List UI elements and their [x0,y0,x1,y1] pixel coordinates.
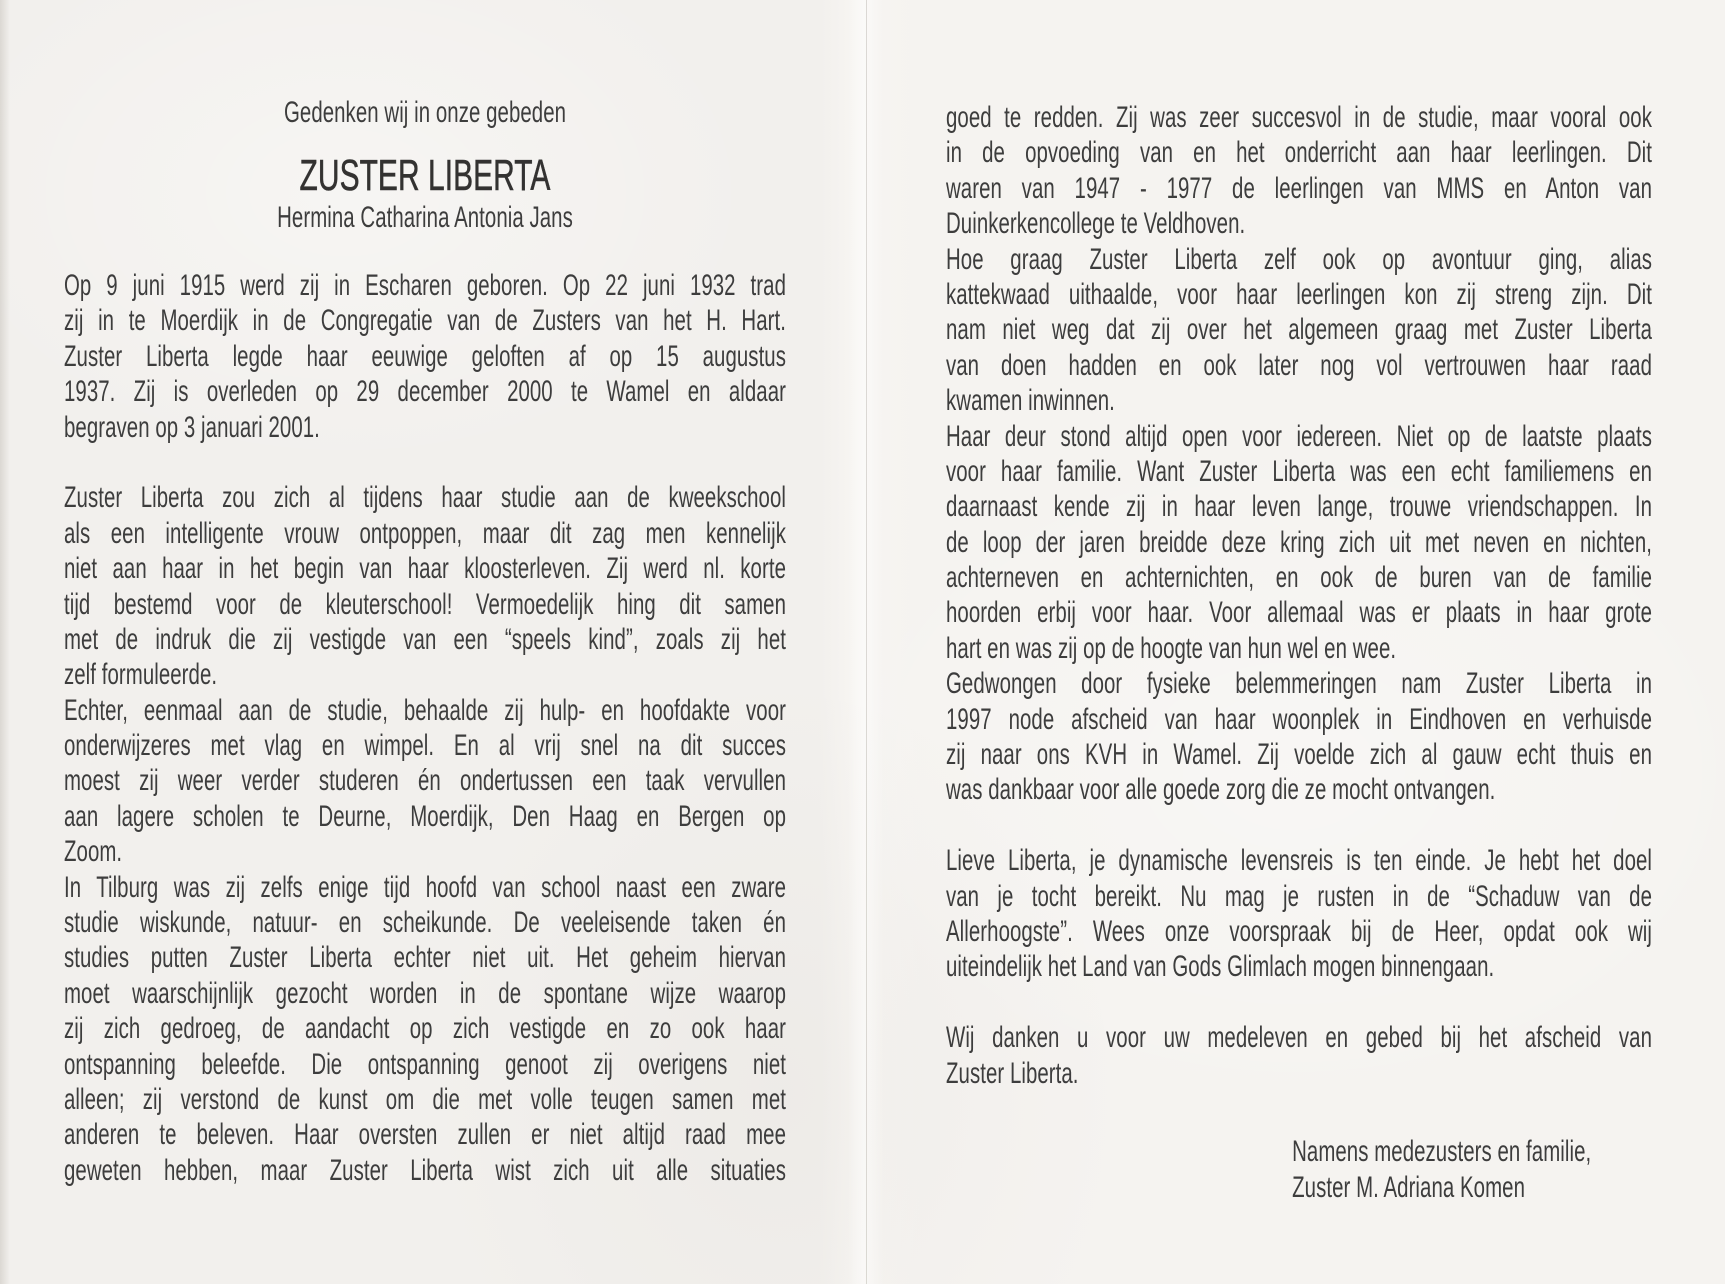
text-line: kwamen inwinnen. [946,384,1115,418]
text-line: de loop der jaren breidde deze kring zich uit met neven en nichten, [946,525,1652,559]
signature-block [946,1134,1652,1205]
text-line: alleen; zij verstond de kunst om die met volle teugen samen met [64,1082,786,1116]
text-line: hoorden erbij voor haar. Voor allemaal was er plaats in haar grote [946,596,1652,630]
right-page-text [946,100,1652,1126]
text-line: onderwijzeres met vlag en wimpel. En al vrij snel na dit succes [64,729,786,763]
text-line: van doen hadden en ook later nog vol vertrouwen haar raad [946,348,1652,382]
text-line: Haar deur stond altijd open voor iedereen. Niet op de laatste plaats [946,419,1652,453]
text-line: ontspanning beleefde. Die ontspanning genoot zij overigens niet [64,1047,786,1081]
text-line: Zoom. [64,835,123,869]
text-line: 1937. Zij is overleden op 29 december 2000 te Wamel en aldaar [64,375,786,409]
text-line: zij zich gedroeg, de aandacht op zich vestigde en zo ook haar [64,1012,786,1046]
text-line: 1997 node afscheid van haar woonplek in Eindhoven en verhuisde [946,702,1652,736]
text-line: studies putten Zuster Liberta echter niet uit. Het geheim hiervan [64,941,786,975]
text-line: goed te redden. Zij was zeer succesvol in de studie, maar vooral ook [946,101,1652,134]
text-line: Zuster Liberta zou zich al tijdens haar studie aan de kweekschool [64,481,786,515]
text-line: begraven op 3 januari 2001. [64,410,320,444]
left-page-body [64,268,786,1188]
right-page-body [946,100,1652,1205]
text-line: hart en was zij op de hoogte van hun wel en wee. [946,631,1397,665]
text-line: Echter, eenmaal aan de studie, behaalde zij hulp- en hoofdakte voor [64,693,786,727]
text-line: Gedwongen door fysieke belemmeringen nam Zuster Liberta in [946,667,1652,701]
text-line: nam niet weg dat zij over het algemeen graag met Zuster Liberta [946,313,1652,347]
text-line: Hoe graag Zuster Liberta zelf ook op avontuur ging, alias [946,242,1652,276]
text-line: daarnaast kende zij in haar leven lange, trouwe vriendschappen. In [946,490,1652,524]
text-line: moet waarschijnlijk gezocht worden in de spontane wijze waarop [64,976,786,1010]
text-line: In Tilburg was zij zelfs enige tijd hoofd van school naast een zware [64,870,786,904]
text-line: aan lagere scholen te Deurne, Moerdijk, Den Haag en Bergen op [64,799,786,833]
text-line: zij naar ons KVH in Wamel. Zij voelde zich al gauw echt thuis en [946,738,1652,772]
signature-line: Zuster M. Adriana Komen [1292,1170,1525,1204]
text-line: waren van 1947 - 1977 de leerlingen van MMS en Anton van [946,171,1652,205]
text-line: Wij danken u voor uw medeleven en gebed bij het afscheid van [946,1021,1652,1055]
deceased-full-name: Hermina Catharina Antonia Jans [277,201,573,234]
signature-line: Namens medezusters en familie, [1292,1135,1592,1169]
blank-line [64,445,786,480]
text-line: kattekwaad uithaalde, voor haar leerlingen kon zij streng zijn. Dit [946,277,1652,311]
text-line: zij in te Moerdijk in de Congregatie van de Zusters van het H. Hart. [64,304,786,338]
text-line: achterneven en achternichten, en ook de buren van de familie [946,561,1652,595]
text-line: Duinkerkencollege te Veldhoven. [946,207,1246,241]
text-line: was dankbaar voor alle goede zorg die ze mocht ontvangen. [946,773,1496,807]
text-line: tijd bestemd voor de kleuterschool! Vermoedelijk hing dit samen [64,587,786,621]
text-line: Allerhoogste”. Wees onze voorspraak bij de Heer, opdat ook wij [946,914,1652,948]
text-line: anderen te beleven. Haar oversten zullen er niet altijd raad mee [64,1118,786,1152]
prayer-intro: Gedenken wij in onze gebeden [283,96,567,129]
text-line: van je tocht bereikt. Nu mag je rusten in de “Schaduw van de [946,879,1652,913]
text-line: zelf formuleerde. [64,658,218,692]
blank-line [946,1091,1652,1126]
text-line: geweten hebben, maar Zuster Liberta wist zich uit alle situaties [64,1153,786,1187]
text-line: niet aan haar in het begin van haar kloosterleven. Zij werd nl. korte [64,552,786,586]
text-line: Lieve Liberta, je dynamische levensreis is ten einde. Je hebt het doel [946,844,1652,878]
text-line: met de indruk die zij vestigde van een “speels kind”, zoals zij het [64,622,786,656]
text-line: Zuster Liberta. [946,1056,1079,1090]
text-line: Zuster Liberta legde haar eeuwige geloften af op 15 augustus [64,339,786,373]
text-line: uiteindelijk het Land van Gods Glimlach mogen binnengaan. [946,950,1495,984]
text-line: studie wiskunde, natuur- en scheikunde. De veeleisende taken én [64,906,786,940]
text-line: Op 9 juni 1915 werd zij in Escharen geboren. Op 22 juni 1932 trad [64,269,786,302]
text-line: in de opvoeding van en het onderricht aan haar leerlingen. Dit [946,136,1652,170]
scan-edge-shadow [0,0,10,1284]
blank-line [946,985,1652,1020]
deceased-title: ZUSTER LIBERTA [299,151,551,200]
fold-crease-line [866,0,867,1284]
text-line: als een intelligente vrouw ontpoppen, maar dit zag men kennelijk [64,516,786,550]
blank-line [946,808,1652,843]
text-line: voor haar familie. Want Zuster Liberta was een echt familiemens en [946,454,1652,488]
text-line: moest zij weer verder studeren én ondertussen een taak vervullen [64,764,786,798]
